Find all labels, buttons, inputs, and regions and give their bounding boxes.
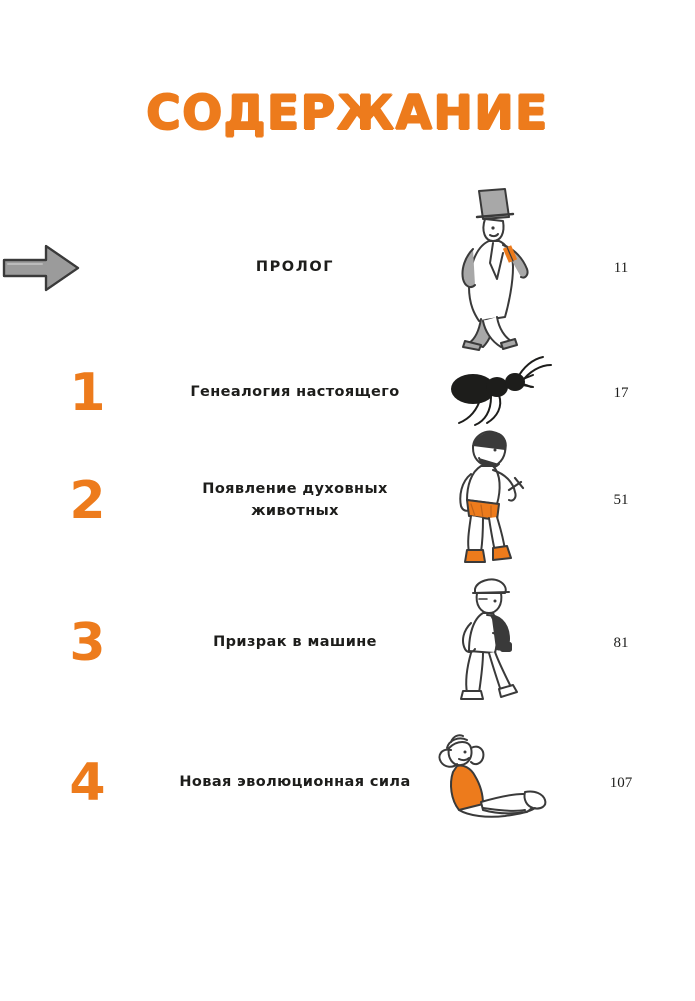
entry-marker [0,613,175,673]
entry-marker [0,470,175,531]
entry-illustration [415,426,565,576]
entry-page-number: 17 [613,384,629,401]
entry-label: Призрак в машине [213,634,377,651]
entry-label: ПРОЛОГ [255,259,335,276]
entry-marker [0,363,175,423]
entry-illustration [415,573,565,713]
list-item[interactable] [0,573,695,713]
entry-label: Новая эволюционная сила [179,774,411,791]
entry-label: Генеалогия настоящего [190,384,400,401]
entry-illustration [415,728,565,838]
chapter-number: 4 [69,753,106,813]
chapter-number: 2 [69,470,106,531]
chapter-number: 1 [69,363,106,423]
list-item[interactable] [0,178,695,358]
contents-list [0,178,695,853]
list-item[interactable] [0,358,695,428]
list-item[interactable] [0,713,695,853]
entry-page-number: 81 [613,634,629,651]
arrow-icon [0,240,175,296]
entry-marker [0,240,175,296]
entry-page-number: 107 [609,774,633,791]
entry-illustration [415,183,565,353]
page-title: СОДЕРЖАНИЕ [146,86,549,141]
entry-marker [0,753,175,813]
entry-page-number: 51 [613,492,629,508]
list-item[interactable] [0,428,695,573]
entry-page-number: 11 [613,259,629,276]
chapter-number: 3 [69,613,106,673]
entry-illustration [415,353,565,433]
entry-label: Появление духовных животных [202,480,388,519]
